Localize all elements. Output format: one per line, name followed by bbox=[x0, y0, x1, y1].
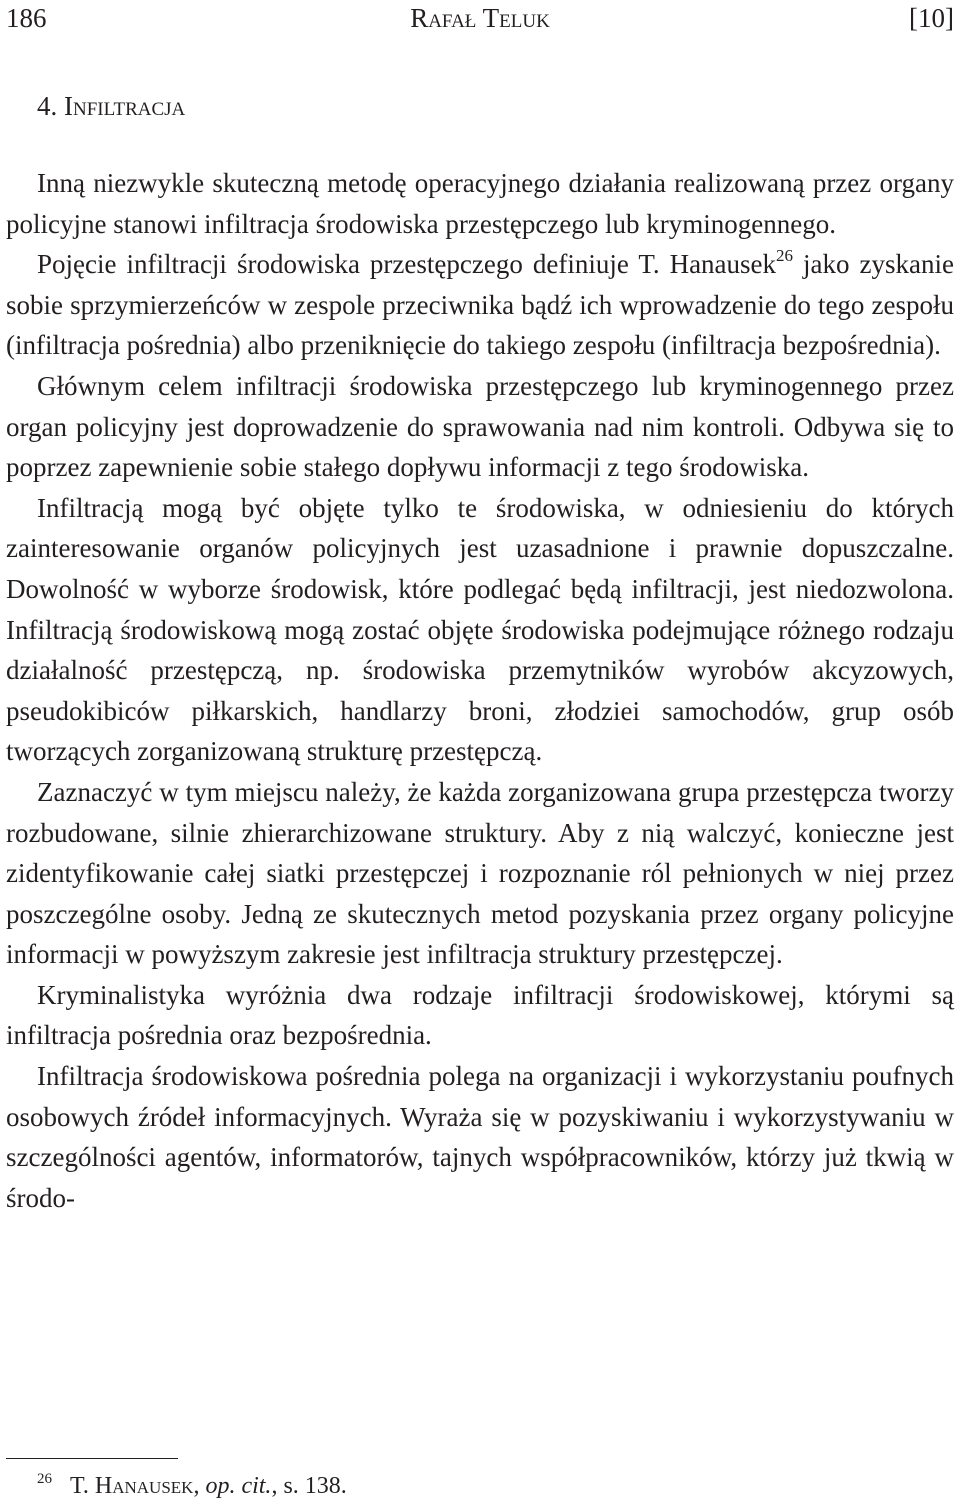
paragraph: Infiltracją mogą być objęte tylko te środowiska, w odniesieniu do których zainteresowanie organów policyjnych jest uzasadnione i prawnie dopuszczalne. Dowolność w wyborze środowisk, które podlegać będą infiltracji, jest niedozwolona. Infiltracją środowiskową mogą zostać objęte środowiska podejmujące różnego rodzaju działalność przestępczą, np. środowiska przemytników wyrobów akcyzowych, pseudokibiców piłkarskich, handlarzy broni, złodziei samochodów, grup osób tworzących zorganizowaną strukturę przestępczą. bbox=[6, 492, 954, 767]
paragraph-with-footnote bbox=[6, 244, 954, 366]
paragraph: Infiltracja środowiskowa pośrednia polega na organizacji i wykorzystaniu poufnych osobowych źródeł informacyjnych. Wyraża się w pozyskiwaniu i wykorzystywaniu w szczególności agentów, informatorów, tajnych współpracowników, którzy już tkwią w środo- bbox=[6, 1061, 954, 1213]
footnote-pages: , s. 138. bbox=[271, 1473, 347, 1499]
paragraph: Kryminalistyka wyróżnia dwa rodzaje infiltracji środowiskowej, którymi są infiltracja pośrednia oraz bezpośrednia. bbox=[6, 979, 954, 1051]
footnote-author: T. Hanausek bbox=[70, 1473, 194, 1499]
issue-number: [10] bbox=[909, 3, 954, 33]
paragraph-lead: Pojęcie infiltracji środowiska przestępczego definiuje T. Hanausek bbox=[37, 249, 777, 280]
section-title: Infiltracja bbox=[64, 91, 186, 121]
paragraph: Głównym celem infiltracji środowiska przestępczego lub kryminogennego przez organ policyjny jest doprowadzenie do sprawowania nad nim kontroli. Odbywa się to poprzez zapewnienie sobie stałego dopływu informacji z tego środowiska. bbox=[6, 370, 954, 483]
paragraph: Inną niezwykle skuteczną metodę operacyjnego działania realizowaną przez organy policyjne stanowi infiltracja środowiska przestępczego lub kryminogennego. bbox=[6, 168, 954, 239]
footnote bbox=[37, 1468, 347, 1504]
footnote-reference[interactable]: 26 bbox=[776, 246, 794, 266]
section-number: 4. bbox=[37, 91, 58, 121]
section-heading bbox=[37, 86, 185, 126]
body-text bbox=[6, 163, 954, 1218]
paragraph: Zaznaczyć w tym miejscu należy, że każda zorganizowana grupa przestępcza tworzy rozbudowane, silnie zhierarchizowane struktury. Aby z nią walczyć, konieczne jest zidentyfikowanie całej siatki przestępczej i rozpoznanie ról pełnionych w niej przez poszczególne osoby. Jedną ze skutecznych metod pozyskania przez organy policyjne informacji w powyższym zakresie jest infiltracja struktury przestępczej. bbox=[6, 776, 954, 970]
running-author: Rafał Teluk bbox=[410, 3, 550, 33]
footnote-separator-text: , bbox=[193, 1473, 206, 1499]
footnote-separator bbox=[6, 1458, 178, 1459]
running-header bbox=[6, 0, 954, 36]
footnote-work: op. cit. bbox=[205, 1473, 272, 1499]
paragraph-continuation: jako zyskanie sobie sprzymierzeńców w zespole przeciwnika bądź ich wprowadzenie do tego zespołu (infiltracja pośrednia) albo przeniknięcie do takiego zespołu (infiltracja bezpośrednia). bbox=[6, 249, 954, 361]
page-number: 186 bbox=[6, 3, 47, 33]
footnote-number: 26 bbox=[37, 1471, 52, 1487]
